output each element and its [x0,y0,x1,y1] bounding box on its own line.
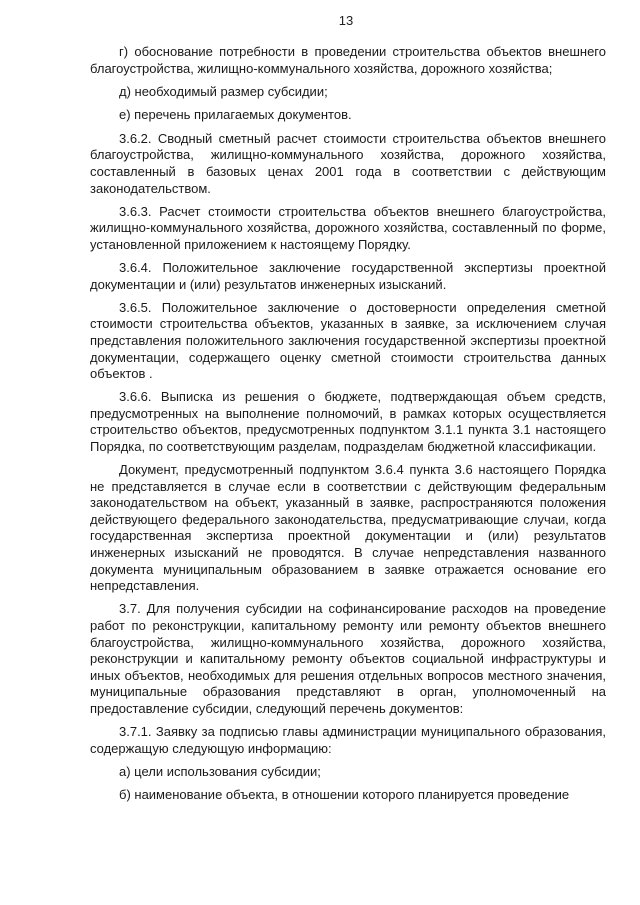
paragraph-item-d: д) необходимый размер субсидии; [119,83,328,99]
document-page [90,0,606,905]
paragraph-3-7: 3.7. Для получения субсидии на софинансирование расходов на проведение работ по реконструкции, капитальному ремонту или ремонту объектов внешнего благоустройства, жилищно-коммунального хозяйства, дорожного хозяйства, реконструкции и капитальному ремонту объектов социальной инфраструктуры и иных объектов, необходимых для решения отдельных вопросов местного значения, муниципальные образования представляют в орган, уполномоченный на предоставление субсидии, следующий перечень документов: [90,601,606,716]
paragraph-3-6-6: 3.6.6. Выписка из решения о бюджете, подтверждающая объем средств, предусмотренных на выполнение полномочий, в рамках которых осуществляется строительство объектов, предусмотренных подпунктом 3.1.1 пункта 3.1 настоящего Порядка, по соответствующим разделам, подразделам бюджетной классификации. [90,389,606,454]
paragraph-3-6-4: 3.6.4. Положительное заключение государственной экспертизы проектной документации и (или) результатов инженерных изысканий. [90,260,606,292]
paragraph-item-b: б) наименование объекта, в отношении которого планируется проведение [119,787,570,803]
paragraph-item-e: е) перечень прилагаемых документов. [119,107,352,123]
paragraph-3-7-1: 3.7.1. Заявку за подписью главы администрации муниципального образования, содержащую следующую информацию: [90,723,606,756]
paragraph-document-note: Документ, предусмотренный подпунктом 3.6.4 пункта 3.6 настоящего Порядка не представляется в случае если в соответствии с действующим федеральным законодательством на объект, указанный в заявке, распространяются положения действующего федерального законодательства, предусматривающие случаи, когда государственная экспертиза проектной документации и (или) результатов инженерных изысканий не проводятся. В случае непредставления названного документа муниципальным образованием в заявке отражается основание его непредставления. [90,462,606,594]
paragraph-3-6-3: 3.6.3. Расчет стоимости строительства объектов внешнего благоустройства, жилищно-коммунального хозяйства, дорожного хозяйства, составленный по форме, установленной приложением к настоящему Порядку. [90,203,606,252]
paragraph-3-6-5: 3.6.5. Положительное заключение о достоверности определения сметной стоимости строительства объектов, указанных в заявке, за исключением случая представления положительного заключения государственной экспертизы проектной документации, содержащего оценку сметной стоимости строительства данных объектов . [90,299,606,382]
paragraph-item-g: г) обоснование потребности в проведении строительства объектов внешнего благоустройства, жилищно-коммунального хозяйства, дорожного хозяйства; [90,44,606,76]
paragraph-3-6-2: 3.6.2. Сводный сметный расчет стоимости строительства объектов внешнего благоустройства, жилищно-коммунального хозяйства, дорожного хозяйства, составленный в базовых ценах 2001 года в соответствии с действующим законодательством. [90,130,606,196]
page-number: 13 [338,13,354,28]
paragraph-item-a: а) цели использования субсидии; [119,763,321,779]
document-body [90,44,606,804]
